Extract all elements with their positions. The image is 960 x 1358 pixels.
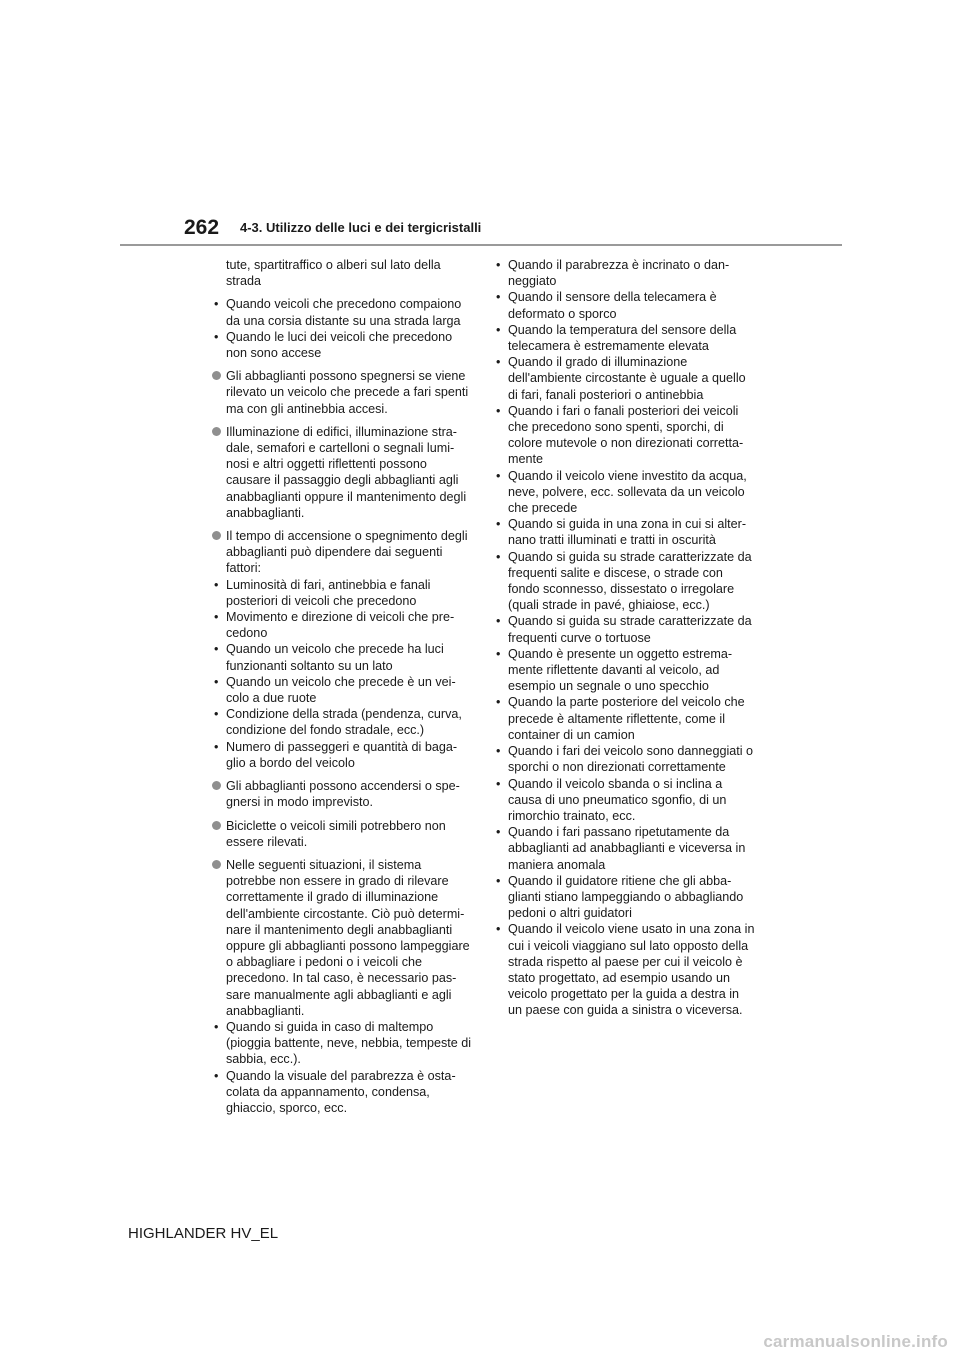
- list-item: • Quando i fari passano ripetutamente da abbaglianti ad anabbaglianti e viceversa in maniera anomala: [496, 825, 746, 872]
- circle-bullet-icon: [212, 531, 221, 540]
- list-item: • Quando si guida in caso di maltempo (pioggia battente, neve, nebbia, tempeste di sabbia, ecc.).: [214, 1019, 472, 1067]
- dot-icon: •: [214, 610, 219, 625]
- continuation-list: [212, 296, 472, 361]
- list-item: • Quando veicoli che precedono compaiono da una corsia distante su una strada larga: [214, 297, 462, 328]
- circle-bullet-icon: [212, 821, 221, 830]
- list-item: • Quando un veicolo che precede ha luci funzionanti soltanto su un lato: [214, 642, 444, 673]
- paragraph: Il tempo di accensione o spegnimento degli abbaglianti può dipendere dai seguenti fattori:: [212, 528, 472, 577]
- dot-icon: •: [214, 674, 219, 689]
- list-item: • Quando un veicolo che precede è un veicolo a due ruote: [214, 674, 456, 706]
- dot-icon: •: [214, 1068, 219, 1083]
- paragraph: Biciclette o veicoli simili potrebbero non essere rilevati.: [212, 818, 472, 850]
- dot-icon: •: [214, 297, 219, 312]
- dot-icon: •: [496, 744, 501, 759]
- list-item: • Condizione della strada (pendenza, curva, condizione del fondo stradale, ecc.): [214, 707, 462, 738]
- dot-icon: •: [496, 468, 501, 483]
- section-title: 4-3. Utilizzo delle luci e dei tergicristalli: [240, 220, 482, 235]
- page-number: 262: [184, 216, 220, 239]
- list-item: • Quando il parabrezza è incrinato o danneggiato: [496, 258, 730, 289]
- list-item: • Quando il veicolo sbanda o si inclina a causa di uno pneumatico sgonfio, di un rimorchio trainato, ecc.: [496, 776, 727, 823]
- dot-icon: •: [214, 642, 219, 657]
- dot-icon: •: [496, 403, 501, 418]
- dot-icon: •: [496, 614, 501, 629]
- dot-icon: •: [496, 776, 501, 791]
- paragraph: Illuminazione di edifici, illuminazione stradale, semafori e cartelloni o segnali luminosi e altri oggetti riflettenti possono causare il passaggio degli abbaglianti agli anabbaglianti oppure il mantenimento degli anabbaglianti.: [212, 424, 472, 521]
- circle-bullet-icon: [212, 371, 221, 380]
- watermark: carmanualsonline.info: [763, 1332, 948, 1351]
- dot-icon: •: [496, 695, 501, 710]
- list-item: • Quando si guida su strade caratterizzate da frequenti salite e discese, o strade con fondo sconnesso, dissestato o irregolare (quali strade in pavé, ghiaiose, ecc.): [496, 549, 752, 613]
- list-item: • Quando è presente un oggetto estremamente riflettente davanti al veicolo, ad esempio un segnale o uno specchio: [496, 646, 733, 694]
- continuation-text: tute, spartitraffico o alberi sul lato della strada: [226, 258, 441, 289]
- dot-icon: •: [214, 739, 219, 754]
- footer-model: HIGHLANDER HV_EL: [128, 1225, 279, 1242]
- paragraph: Gli abbaglianti possono accendersi o spegnersi in modo imprevisto.: [212, 778, 472, 810]
- dot-icon: •: [496, 322, 501, 337]
- list-item: • Quando il sensore della telecamera è deformato o sporco: [496, 290, 717, 321]
- right-column: [494, 257, 756, 1019]
- list-item: • Quando i fari dei veicolo sono danneggiati o sporchi o non direzionati correttamente: [496, 744, 754, 775]
- dot-icon: •: [496, 646, 501, 661]
- list-item: • Quando i fari o fanali posteriori dei veicoli che precedono sono spenti, sporchi, di colore mutevole o non direzionati correttamente: [496, 403, 744, 467]
- dot-icon: •: [496, 825, 501, 840]
- dot-icon: •: [214, 577, 219, 592]
- dot-icon: •: [214, 707, 219, 722]
- paragraph: Gli abbaglianti possono spegnersi se viene rilevato un veicolo che precede a fari spenti ma con gli antinebbia accesi.: [212, 368, 472, 417]
- left-column: [212, 257, 472, 1123]
- factor-list: [212, 577, 472, 771]
- situation-list: [212, 1019, 472, 1116]
- dot-icon: •: [496, 873, 501, 888]
- list-item: • Quando il veicolo viene usato in una zona in cui i veicoli viaggiano sul lato opposto della strada rispetto al paese per cui il veicolo è stato progettato, ad esempio usando un veicolo progettato per la guida a destra in un paese con guida a sinistra o viceversa.: [496, 922, 755, 1018]
- list-item: • Quando il veicolo viene investito da acqua, neve, polvere, ecc. sollevata da un veicolo che precede: [496, 468, 747, 516]
- dot-icon: •: [496, 355, 501, 370]
- dot-icon: •: [214, 329, 219, 344]
- list-item: • Quando la temperatura del sensore della telecamera è estremamente elevata: [496, 322, 737, 354]
- dot-icon: •: [496, 922, 501, 937]
- dot-icon: •: [496, 517, 501, 532]
- list-item: • Quando il guidatore ritiene che gli abbaglianti stiano lampeggiando o abbagliando pedoni o altri guidatori: [496, 873, 744, 921]
- list-item: • Quando si guida su strade caratterizzate da frequenti curve o tortuose: [496, 614, 752, 645]
- circle-bullet-icon: [212, 427, 221, 436]
- dot-icon: •: [496, 258, 501, 272]
- list-item: • Quando si guida in una zona in cui si alternano tratti illuminati e tratti in oscurità: [496, 517, 747, 548]
- list-item: • Numero di passeggeri e quantità di bagaglio a bordo del veicolo: [214, 739, 458, 770]
- list-item: • Quando la visuale del parabrezza è ostacolata da appannamento, condensa, ghiaccio, sporco, ecc.: [214, 1068, 456, 1115]
- dot-icon: •: [496, 549, 501, 564]
- list-item: • Quando il grado di illuminazione dell'ambiente circostante è uguale a quello di fari, fanali posteriori o antinebbia: [496, 355, 746, 402]
- circle-bullet-icon: [212, 781, 221, 790]
- paragraph: Nelle seguenti situazioni, il sistema potrebbe non essere in grado di rilevare correttamente il grado di illuminazione dell'ambiente circostante. Ciò può determinare il mantenimento degli anabbaglianti oppure gli abbaglianti possono lampeggiare o abbagliare i pedoni o i veicoli che precedono. In tal caso, è necessario passare manualmente agli abbaglianti e agli anabbaglianti.: [212, 857, 472, 1019]
- list-item: • Luminosità di fari, antinebbia e fanali posteriori di veicoli che precedono: [214, 577, 431, 608]
- dot-icon: •: [214, 1019, 219, 1034]
- header-divider: [120, 244, 842, 246]
- list-item: • Quando le luci dei veicoli che precedono non sono accese: [214, 329, 453, 361]
- list-item: • Quando la parte posteriore del veicolo che precede è altamente riflettente, come il container di un camion: [496, 695, 745, 742]
- circle-bullet-icon: [212, 860, 221, 869]
- dot-icon: •: [496, 290, 501, 305]
- list-item: • Movimento e direzione di veicoli che precedono: [214, 610, 455, 641]
